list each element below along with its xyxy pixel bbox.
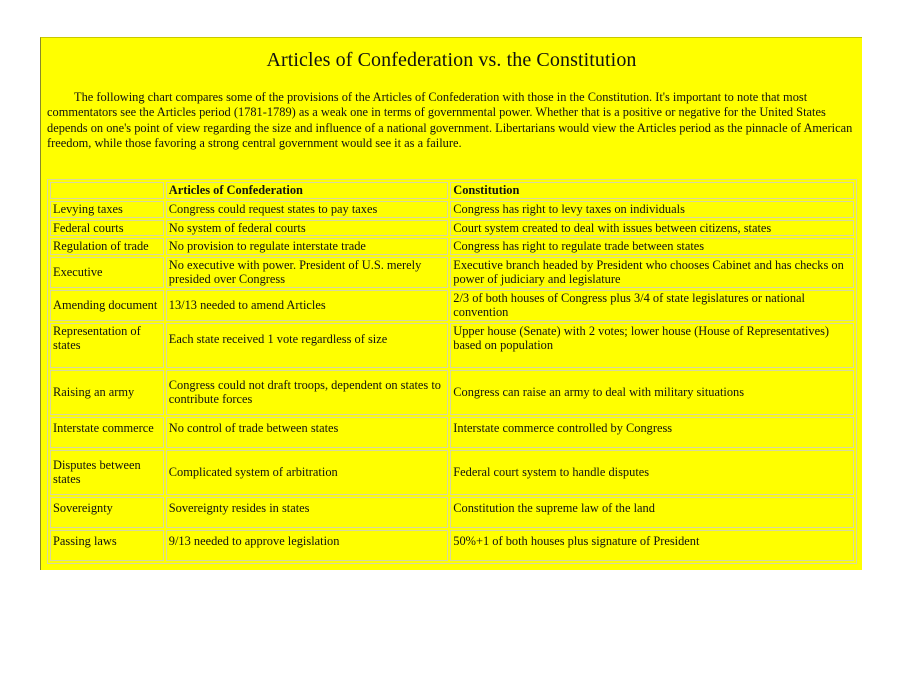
row-articles: Congress could not draft troops, dependent on states to contribute forces bbox=[166, 370, 449, 415]
row-topic: Representation of states bbox=[50, 323, 164, 368]
row-topic: Disputes between states bbox=[50, 450, 164, 495]
row-constitution: Congress has right to levy taxes on individuals bbox=[450, 201, 854, 218]
row-articles: Sovereignty resides in states bbox=[166, 497, 449, 528]
row-topic: Federal courts bbox=[50, 220, 164, 237]
row-constitution: Executive branch headed by President who chooses Cabinet and has checks on power of judiciary and legislature bbox=[450, 257, 854, 288]
page-title: Articles of Confederation vs. the Constitution bbox=[266, 49, 637, 71]
table-row bbox=[50, 257, 854, 288]
row-articles: No provision to regulate interstate trade bbox=[166, 238, 449, 255]
row-constitution: Federal court system to handle disputes bbox=[450, 450, 854, 495]
row-articles: 13/13 needed to amend Articles bbox=[166, 290, 449, 321]
row-constitution: Constitution the supreme law of the land bbox=[450, 497, 854, 528]
row-articles: No executive with power. President of U.S. merely presided over Congress bbox=[166, 257, 449, 288]
row-topic: Passing laws bbox=[50, 530, 164, 561]
table-row bbox=[50, 450, 854, 495]
row-topic: Executive bbox=[50, 257, 164, 288]
table-header-row bbox=[50, 182, 854, 199]
row-constitution: Upper house (Senate) with 2 votes; lower house (House of Representatives) based on population bbox=[450, 323, 854, 368]
row-constitution: 2/3 of both houses of Congress plus 3/4 of state legislatures or national convention bbox=[450, 290, 854, 321]
row-constitution: Congress can raise an army to deal with military situations bbox=[450, 370, 854, 415]
row-constitution: Interstate commerce controlled by Congress bbox=[450, 417, 854, 448]
row-topic: Raising an army bbox=[50, 370, 164, 415]
row-articles: Complicated system of arbitration bbox=[166, 450, 449, 495]
row-topic: Levying taxes bbox=[50, 201, 164, 218]
row-constitution: 50%+1 of both houses plus signature of President bbox=[450, 530, 854, 561]
header-topic bbox=[50, 182, 164, 199]
table-row bbox=[50, 530, 854, 561]
header-articles: Articles of Confederation bbox=[166, 182, 449, 199]
row-articles: Congress could request states to pay taxes bbox=[166, 201, 449, 218]
table-row bbox=[50, 290, 854, 321]
row-articles: No system of federal courts bbox=[166, 220, 449, 237]
row-constitution: Court system created to deal with issues between citizens, states bbox=[450, 220, 854, 237]
comparison-table bbox=[47, 179, 857, 564]
table-row bbox=[50, 497, 854, 528]
table-row bbox=[50, 201, 854, 218]
header-constitution: Constitution bbox=[450, 182, 854, 199]
row-articles: No control of trade between states bbox=[166, 417, 449, 448]
row-constitution: Congress has right to regulate trade between states bbox=[450, 238, 854, 255]
intro-paragraph: The following chart compares some of the provisions of the Articles of Confederation with those in the Constitution. It's important to note that most commentators see the Articles period (1781-1789) as a weak one in terms of governmental power. Whether that is a positive or negative for the United States depends on one's point of view regarding the size and influence of a national government. Libertarians would view the Articles period as the pinnacle of American freedom, while those favoring a strong central government would see it as a failure. bbox=[47, 90, 853, 151]
table-row bbox=[50, 323, 854, 368]
row-topic: Sovereignty bbox=[50, 497, 164, 528]
row-topic: Regulation of trade bbox=[50, 238, 164, 255]
table-row bbox=[50, 238, 854, 255]
table-row bbox=[50, 220, 854, 237]
row-articles: Each state received 1 vote regardless of size bbox=[166, 323, 449, 368]
row-topic: Amending document bbox=[50, 290, 164, 321]
table-row bbox=[50, 417, 854, 448]
row-articles: 9/13 needed to approve legislation bbox=[166, 530, 449, 561]
row-topic: Interstate commerce bbox=[50, 417, 164, 448]
table-row bbox=[50, 370, 854, 415]
document-page bbox=[40, 37, 862, 570]
